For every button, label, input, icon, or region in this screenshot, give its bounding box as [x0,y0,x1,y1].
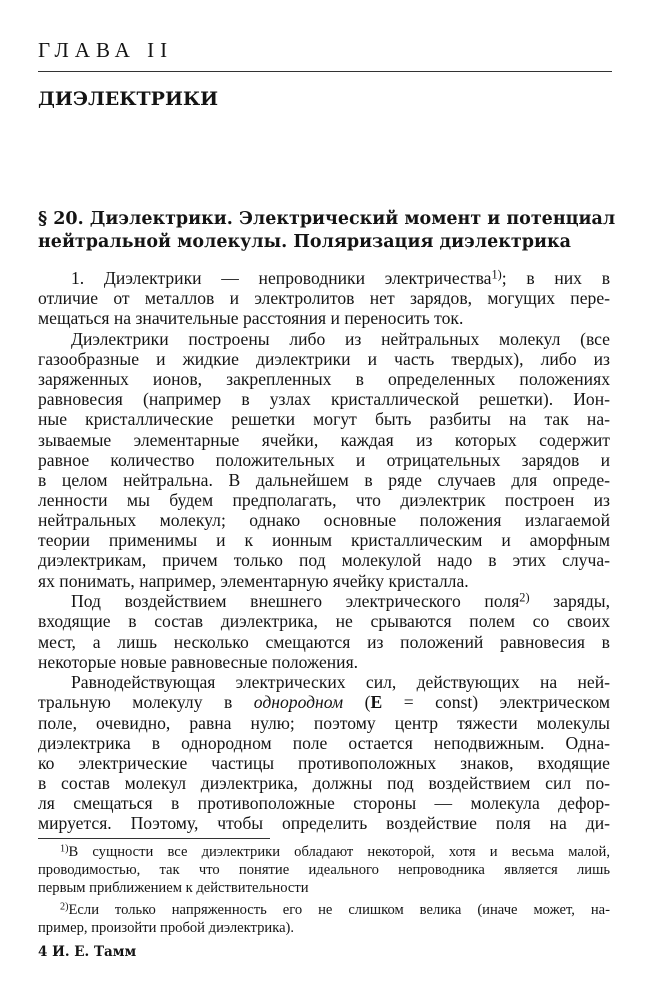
paragraph-line: мируется. Поэтому, чтобы определить воздействие поля на ди- [38,813,610,834]
footnote-marker: 1) [60,843,69,855]
footnote-line [38,843,610,861]
paragraph-line: ко электрические частицы противоположных знаков, входящие [38,752,610,773]
paragraph-line: равновесия (например в узлах кристаллической решетки). Ион- [38,389,610,410]
text-run: заряды, [529,591,610,612]
paragraph-line: мест, а лишь несколько смещаются из положений равновесия в [38,631,610,652]
paragraph-line: ленности мы будем предполагать, что диэлектрик построен из [38,490,610,511]
footnote-marker: 2) [60,901,69,913]
text-run: ; в них в [501,268,611,288]
footnotes [38,843,610,937]
paragraph-line: входящие в состав диэлектрика, не срываются полем со своих [38,611,610,632]
footnote-line: первым приближением к действительности [38,880,309,896]
paragraph-line: теории применимы и к ионным кристаллическим и аморфным [38,530,610,551]
paragraph-line: ля смещаться в противоположные стороны — молекула дефор- [38,793,610,814]
paragraph-line: равное количество положительных и отрицательных зарядов и [38,449,610,470]
body-text [38,268,610,833]
paragraph-line: Равнодействующая электрических сил, действующих на ней- [71,672,610,693]
footnote-line: проводимостью, так что понятие идеального непроводника является лишь [38,862,610,878]
paragraph-line: диэлектрика в однородном поле остается неподвижным. Однa- [38,732,610,753]
paragraph-line: ные кристаллические решетки могут быть разбиты на так на- [38,409,610,430]
paragraph-line: диэлектрикам, причем только под молекулой надо в этих случа- [38,550,610,571]
paragraph-line: заряженных ионов, закрепленных в определенных положениях [38,369,610,390]
paragraph-line [38,268,610,288]
footnote-ref: 1) [491,267,502,282]
paragraph-line: газообразные и жидкие диэлектрики и часть твердых), либо из [38,349,610,370]
text-run: Если только напряженность его не слишком велика (иначе может, на- [68,902,610,918]
section-title-line: § 20. Диэлектрики. Электрический момент и потенциал [38,209,616,229]
paragraph-line: в состав молекул диэлектрика, должны под воздействием сил по- [38,773,610,794]
footnote-ref: 2) [519,590,530,605]
chapter-divider [38,71,612,72]
footnote-divider [38,838,270,839]
paragraph-line: некоторые новые равновесные положения. [38,651,359,672]
paragraph-line: ях понимать, например, элементарную ячейку кристалла. [38,570,469,591]
page-signature: 4 И. Е. Тамм [38,944,137,960]
paragraph-line: в целом нейтральна. В дальнейшем в ряде случаев для опреде- [38,469,610,490]
chapter-label: ГЛАВА II [38,38,174,62]
paragraph-line [38,692,610,712]
footnote-line: пример, произойти пробой диэлектрика). [38,920,295,936]
chapter-title: ДИЭЛЕКТРИКИ [38,88,219,110]
paragraph-line: нейтральных молекул; однако основные положения излагаемой [38,510,610,531]
text-run: Под воздействием внешнего электрического поля [71,591,520,612]
text-run: тральную молекулу в [38,692,254,713]
vector-symbol: E [370,692,383,713]
paragraph-line: мещаться на значительные расстояния и переносить ток. [38,308,464,329]
footnote-line [38,901,610,919]
text-run: = const) электрическом [382,692,610,713]
section-heading [38,208,616,254]
paragraph-line [38,591,610,611]
paragraph-line: Диэлектрики построены либо из нейтральных молекул (все [71,328,610,349]
text-run: ( [343,692,371,713]
paragraph-line: отличие от металлов и электролитов нет зарядов, могущих пере- [38,288,610,309]
section-title-line: нейтральной молекулы. Поляризация диэлектрика [38,232,571,252]
text-run: 1. Диэлектрики — непроводники электричества [71,268,492,288]
italic-term: однородном [253,692,344,713]
paragraph-line: поле, очевидно, равна нулю; поэтому центр тяжести молекулы [38,712,610,733]
text-run: В сущности все диэлектрики обладают некоторой, хотя и весьма малой, [68,844,610,860]
paragraph-line: зываемые элементарные ячейки, каждая из которых содержит [38,429,610,450]
